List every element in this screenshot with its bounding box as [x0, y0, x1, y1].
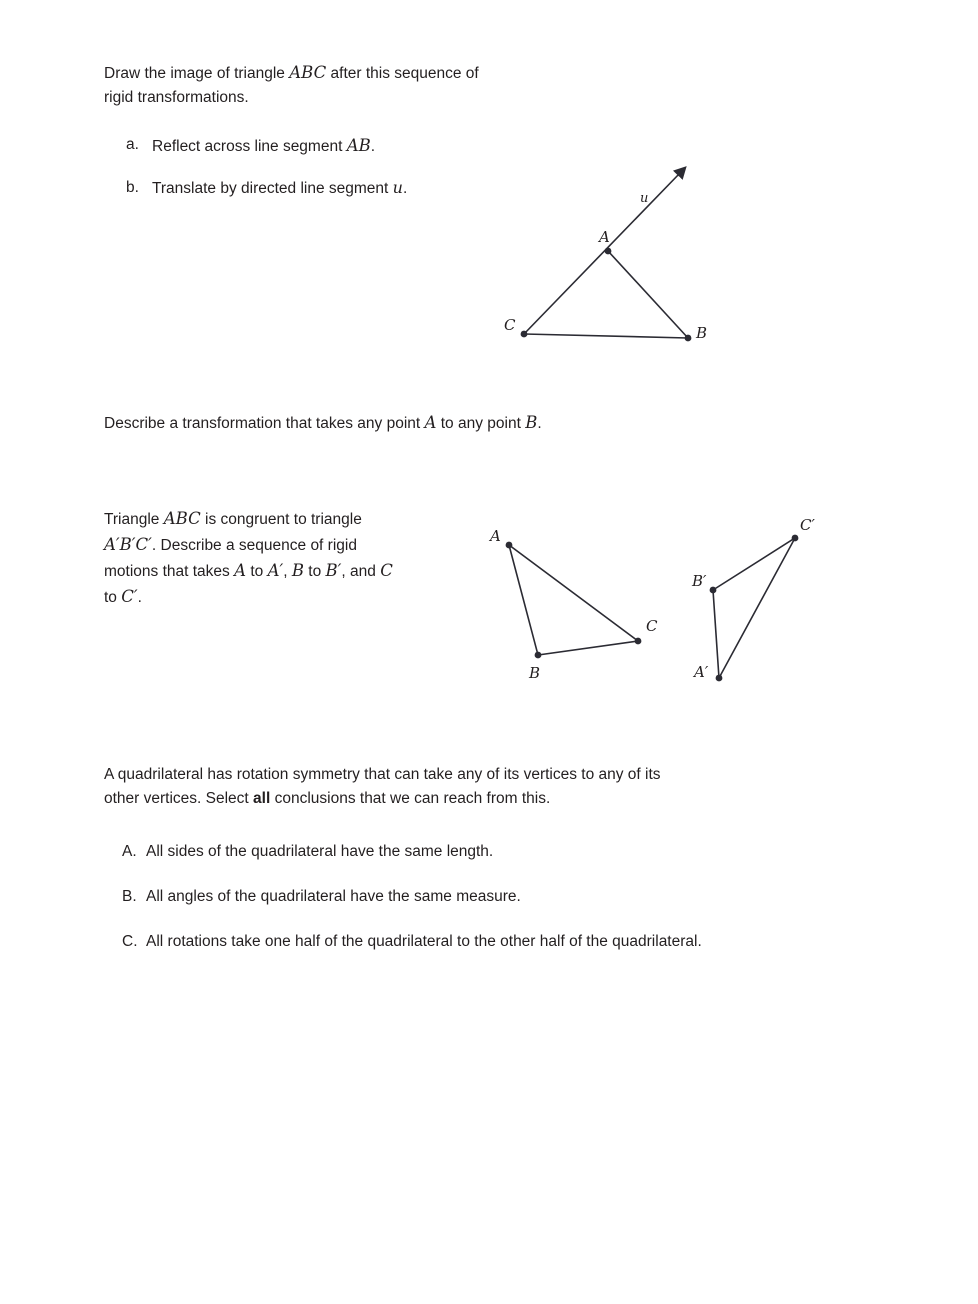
- q3-l4-math: C′: [121, 587, 138, 607]
- list-item[interactable]: [104, 885, 824, 909]
- label-u: u: [640, 191, 649, 206]
- q3-l2-after: . Describe a sequence of rigid: [151, 537, 357, 555]
- q3-l3-t1: to: [246, 563, 268, 581]
- q2-text-after: .: [537, 415, 542, 432]
- point-c-prime: [792, 535, 799, 542]
- triangle-abc-svg: [480, 160, 720, 360]
- point-c: [521, 331, 528, 338]
- list-item: [104, 176, 524, 201]
- q3-l3-t3: to: [304, 563, 326, 581]
- q3-line-4: [104, 584, 484, 610]
- figure-two-congruent-triangles: [470, 515, 830, 720]
- question-4-options: [104, 840, 824, 975]
- label-a: A: [599, 228, 610, 246]
- list-body: [152, 176, 524, 201]
- list-item: [104, 133, 524, 159]
- question-4-prompt: [104, 763, 834, 811]
- label-c: C: [504, 316, 516, 334]
- q3-l3-t2: ,: [283, 563, 292, 581]
- point-b: [535, 652, 542, 659]
- q3-l3-t4: , and: [341, 563, 381, 581]
- label-c: C: [646, 617, 658, 635]
- triangle-abc: [509, 545, 638, 655]
- q4-prompt-line-1: A quadrilateral has rotation symmetry that can take any of its vertices to any of its: [104, 766, 661, 783]
- q3-line-3: [104, 558, 484, 584]
- step-a-text-after: .: [370, 138, 376, 155]
- step-a-math: AB: [346, 136, 371, 155]
- vector-u-ray: [524, 173, 680, 334]
- label-a-prime: A′: [694, 663, 709, 681]
- question-2-prompt: [104, 410, 744, 436]
- q4-prompt-bold: all: [253, 790, 271, 808]
- label-b: B: [529, 664, 541, 682]
- figure-triangle-abc-vector-u: [480, 160, 720, 365]
- congruent-triangles-svg: [470, 515, 830, 715]
- option-marker-c: C.: [122, 933, 138, 951]
- point-c: [635, 638, 642, 645]
- label-b: B: [696, 324, 708, 342]
- segment-ab: [608, 251, 688, 338]
- q2-text-before: Describe a transformation that takes any point: [104, 415, 425, 432]
- point-b: [685, 335, 692, 342]
- list-marker: a.: [126, 136, 139, 153]
- step-b-text-after: .: [402, 180, 408, 198]
- q3-line-2: [104, 532, 484, 558]
- list-item[interactable]: [104, 840, 824, 864]
- q3-l3-m2: A′: [267, 561, 284, 581]
- segment-cb: [524, 334, 688, 338]
- option-text-b: All angles of the quadrilateral have the same measure.: [146, 888, 521, 906]
- q4-prompt-before: other vertices. Select: [104, 790, 254, 808]
- triangle-a-prime-b-prime-c-prime: [713, 538, 795, 678]
- q3-l3-m5: C: [380, 561, 393, 581]
- q2-math-a: A: [424, 413, 437, 432]
- step-b-text-before: Translate by directed line segment: [152, 180, 393, 198]
- q3-l3-m3: B: [291, 561, 304, 581]
- q4-prompt-after: conclusions that we can reach from this.: [270, 790, 551, 808]
- label-b-prime: B′: [692, 572, 707, 590]
- q4-prompt-line-2: [104, 787, 834, 811]
- step-b-math: u: [392, 178, 403, 198]
- q3-line-1: [104, 506, 484, 532]
- option-marker-a: A.: [122, 843, 137, 860]
- list-marker: b.: [126, 179, 139, 197]
- step-a-text-before: Reflect across line segment: [152, 138, 347, 155]
- point-b-prime: [710, 587, 717, 594]
- q1-prompt-math-abc: ABC: [289, 63, 327, 82]
- question-1-prompt: [104, 60, 504, 110]
- question-3-prompt: [104, 506, 484, 610]
- point-a: [506, 542, 513, 549]
- q3-l1-before: Triangle: [104, 511, 164, 528]
- q3-l2-math: A′B′C′: [104, 535, 152, 555]
- option-text-c: All rotations take one half of the quadrilateral to the other half of the quadrilateral.: [146, 933, 702, 951]
- q1-prompt-text-1: Draw the image of triangle: [104, 65, 290, 82]
- label-a: A: [490, 527, 501, 545]
- q3-l4-after: .: [137, 589, 142, 607]
- q3-l3-m4: B′: [325, 561, 342, 581]
- list-item[interactable]: [104, 930, 824, 954]
- point-a-prime: [716, 675, 723, 682]
- q3-l3-before: motions that takes: [104, 563, 235, 581]
- option-marker-b: B.: [122, 888, 137, 906]
- q3-l3-m1: A: [234, 561, 247, 581]
- q2-text-middle: to any point: [436, 415, 526, 432]
- q3-l1-math: ABC: [163, 509, 201, 528]
- option-text-a: All sides of the quadrilateral have the same length.: [146, 843, 494, 860]
- q2-math-b: B: [525, 413, 538, 432]
- label-c-prime: C′: [800, 516, 815, 534]
- q1-prompt-text-2: after this sequence of rigid transformations.: [104, 65, 479, 107]
- list-body: [152, 133, 524, 159]
- question-1-steps: [104, 133, 524, 218]
- point-a: [605, 248, 612, 255]
- q3-l1-after: is congruent to triangle: [200, 511, 362, 528]
- q3-l4-before: to: [104, 589, 122, 607]
